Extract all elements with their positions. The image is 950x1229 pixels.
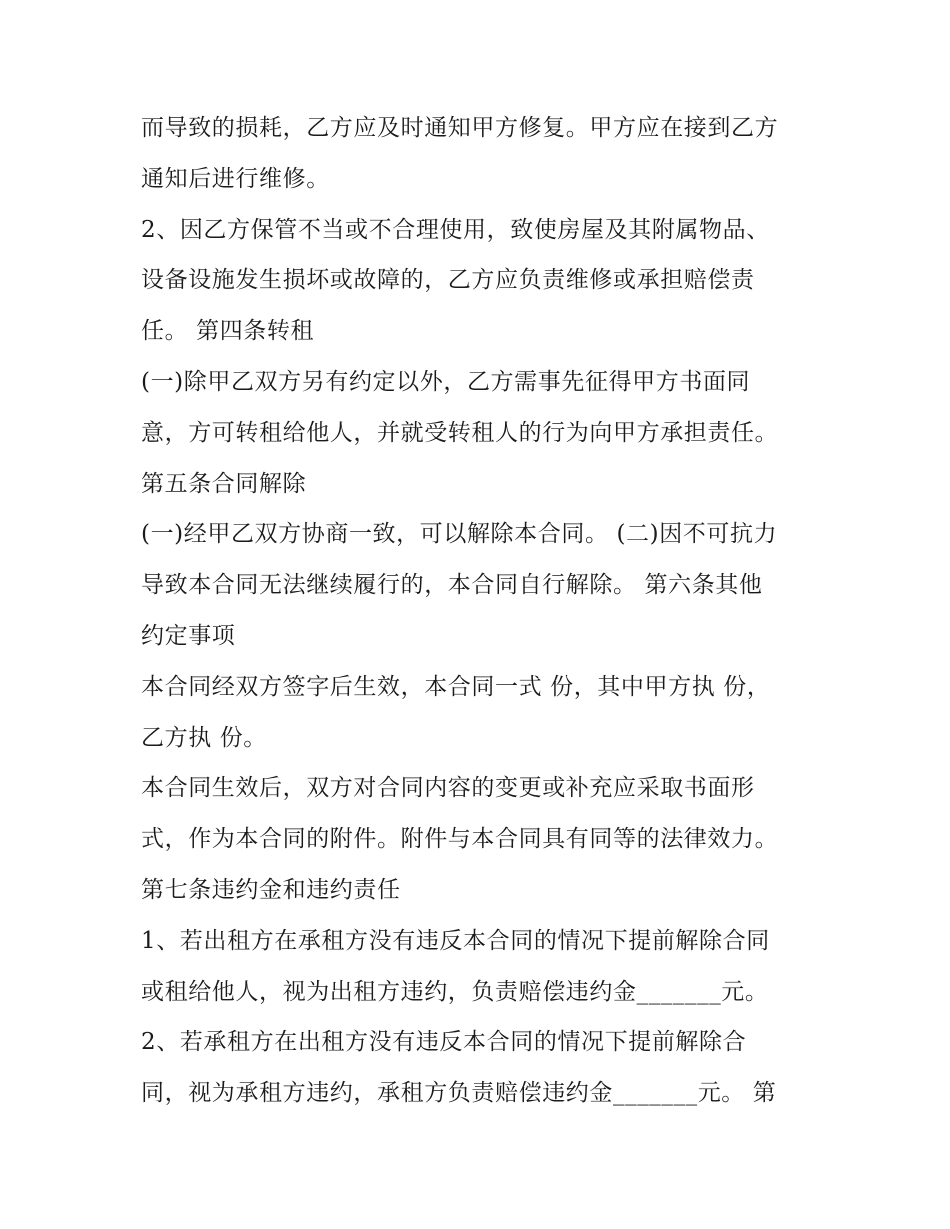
text-line: 本合同生效后，双方对合同内容的变更或补充应采取书面形 [141,775,755,802]
text-line: 约定事项 [141,622,236,649]
text-line: 或租给他人，视为出租方违约，负责赔偿违约金_______元。 [141,978,769,1005]
text-line: 本合同经双方签字后生效，本合同一式 份，其中甲方执 份， [141,673,771,700]
text-line: 第七条违约金和违约责任 [141,876,401,903]
text-line: 而导致的损耗，乙方应及时通知甲方修复。甲方应在接到乙方 [141,115,779,141]
text-line: 2、若承租方在出租方没有违反本合同的情况下提前解除合 [141,1029,747,1056]
text-line: 第五条合同解除 [141,470,307,497]
text-line: (一)除甲乙双方另有约定以外，乙方需事先征得甲方书面同 [141,368,751,395]
text-line: 任。 第四条转租 [141,318,315,345]
text-line: 意，方可转租给他人，并就受转租人的行为向甲方承担责任。 [141,419,779,446]
text-line: (一)经甲乙双方协商一致，可以解除本合同。 (二)因不可抗力 [141,521,778,548]
text-line: 乙方执 份。 [141,724,267,751]
text-line: 1、若出租方在承租方没有违反本合同的情况下提前解除合同 [141,927,770,954]
text-line: 设备设施发生损坏或故障的，乙方应负责维修或承担赔偿责 [141,267,755,294]
contract-text [141,103,821,1119]
text-line: 导致本合同无法继续履行的，本合同自行解除。 第六条其他 [141,572,763,599]
text-line: 2、因乙方保管不当或不合理使用，致使房屋及其附属物品、 [141,216,770,243]
text-line: 式，作为本合同的附件。附件与本合同具有同等的法律效力。 [141,826,779,853]
text-line: 同，视为承租方违约，承租方负责赔偿违约金_______元。 第 [141,1080,777,1107]
text-line: 通知后进行维修。 [141,165,330,192]
